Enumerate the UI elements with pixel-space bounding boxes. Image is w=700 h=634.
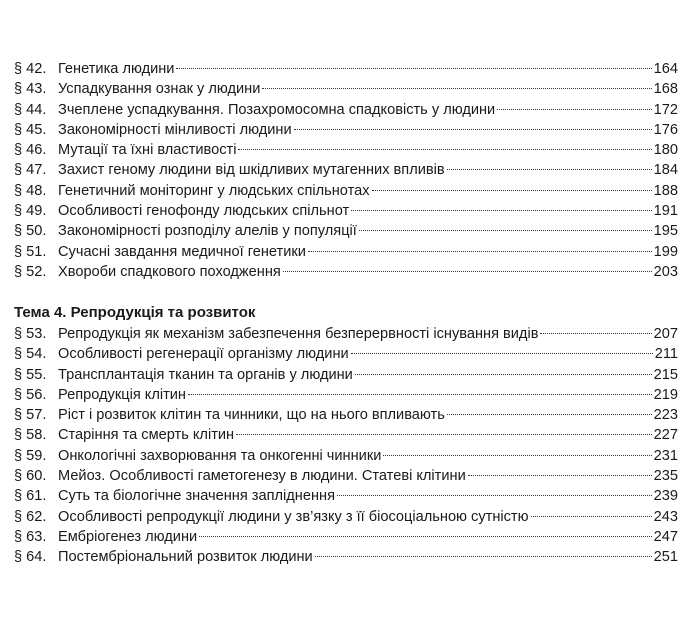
toc-dot-leader bbox=[199, 536, 651, 537]
toc-entry-page: 215 bbox=[653, 366, 678, 383]
toc-entry-title: Суть та біологічне значення запліднення bbox=[58, 488, 335, 505]
toc-list-part1 bbox=[14, 59, 678, 282]
toc-entry-number: § 54. bbox=[14, 346, 47, 363]
toc-entry-number: § 51. bbox=[14, 243, 47, 260]
toc-entry-title: Репродукція як механізм забезпечення безперервності існування видів bbox=[58, 326, 539, 342]
toc-entry bbox=[14, 527, 678, 547]
toc-entry bbox=[14, 100, 678, 120]
toc-dot-leader bbox=[236, 434, 652, 435]
toc-entry-number: § 42. bbox=[14, 61, 47, 77]
toc-entry-title: Закономірності розподілу алелів у популяції bbox=[58, 223, 357, 240]
toc-dot-leader bbox=[447, 169, 652, 170]
toc-entry-number: § 53. bbox=[14, 326, 47, 342]
toc-dot-leader bbox=[351, 353, 653, 354]
toc-dot-leader bbox=[337, 495, 652, 496]
toc-dot-leader bbox=[188, 394, 652, 395]
toc-entry-number: § 43. bbox=[14, 81, 47, 98]
toc-entry-title: Особливості репродукції людини у зв’язку з її біосоціальною сутністю bbox=[58, 508, 529, 525]
toc-entry-page: 247 bbox=[653, 528, 678, 545]
toc-entry bbox=[14, 425, 678, 445]
toc-entry-number: § 56. bbox=[14, 386, 47, 403]
toc-dot-leader bbox=[262, 88, 651, 89]
toc-entry bbox=[14, 160, 678, 180]
toc-entry-title: Репродукція клітин bbox=[58, 386, 186, 403]
toc-entry bbox=[14, 221, 678, 241]
toc-entry-title: Зчеплене успадкування. Позахромосомна спадковість у людини bbox=[58, 101, 496, 118]
toc-entry-page: 191 bbox=[653, 203, 678, 220]
toc-entry-page: 211 bbox=[654, 346, 678, 363]
toc-entry bbox=[14, 405, 678, 425]
toc-entry bbox=[14, 140, 678, 160]
toc-entry bbox=[14, 344, 678, 364]
toc-entry-title: Генетика людини bbox=[58, 61, 175, 77]
toc-entry-page: 207 bbox=[653, 326, 678, 342]
toc-entry-page: 188 bbox=[653, 182, 678, 199]
toc-entry-number: § 44. bbox=[14, 101, 47, 118]
toc-entry-title: Мейоз. Особливості гаметогенезу в людини. Статеві клітини bbox=[58, 468, 466, 485]
toc-entry-title: Особливості регенерації організму людини bbox=[58, 346, 349, 363]
toc-entry-page: 243 bbox=[653, 508, 678, 525]
toc-rows bbox=[14, 324, 678, 568]
toc-list-part2 bbox=[14, 302, 678, 568]
toc-entry-page: 168 bbox=[653, 81, 678, 98]
toc-entry-title: Мутації та їхні властивості bbox=[58, 142, 237, 159]
toc-entry bbox=[14, 120, 678, 140]
toc-entry bbox=[14, 385, 678, 405]
toc-entry-page: 195 bbox=[653, 223, 678, 240]
toc-entry-title: Старіння та смерть клітин bbox=[58, 427, 235, 444]
toc-entry-page: 235 bbox=[653, 468, 678, 485]
toc-entry-page: 176 bbox=[653, 121, 678, 138]
toc-entry-title: Трансплантація тканин та органів у людини bbox=[58, 366, 353, 383]
toc-entry bbox=[14, 59, 678, 79]
toc-dot-leader bbox=[531, 516, 652, 517]
toc-entry-number: § 50. bbox=[14, 223, 47, 240]
toc-entry-title: Особливості генофонду людських спільнот bbox=[58, 203, 350, 220]
toc-entry-number: § 63. bbox=[14, 528, 47, 545]
toc-dot-leader bbox=[351, 210, 651, 211]
toc-entry-page: 184 bbox=[653, 162, 678, 179]
toc-entry-page: 251 bbox=[653, 549, 678, 566]
toc-entry-number: § 48. bbox=[14, 182, 47, 199]
toc-entry bbox=[14, 242, 678, 262]
toc-entry-number: § 58. bbox=[14, 427, 47, 444]
toc-dot-leader bbox=[176, 68, 651, 69]
toc-dot-leader bbox=[359, 230, 652, 231]
toc-entry-title: Постембріональний розвиток людини bbox=[58, 549, 313, 566]
toc-entry bbox=[14, 181, 678, 201]
toc-entry-title: Успадкування ознак у людини bbox=[58, 81, 261, 98]
toc-entry-page: 239 bbox=[653, 488, 678, 505]
toc-entry bbox=[14, 486, 678, 506]
toc-entry-number: § 45. bbox=[14, 121, 47, 138]
toc-dot-leader bbox=[497, 109, 651, 110]
toc-entry-title: Ембріогенез людини bbox=[58, 528, 198, 545]
toc-entry-title: Ріст і розвиток клітин та чинники, що на нього впливають bbox=[58, 407, 445, 424]
toc-entry-number: § 57. bbox=[14, 407, 47, 424]
toc-entry-title: Сучасні завдання медичної генетики bbox=[58, 243, 306, 260]
toc-entry-number: § 46. bbox=[14, 142, 47, 159]
toc-dot-leader bbox=[383, 455, 651, 456]
toc-dot-leader bbox=[540, 333, 651, 334]
toc-entry-page: 231 bbox=[653, 447, 678, 464]
toc-entry-page: 203 bbox=[653, 263, 678, 280]
toc-entry-page: 164 bbox=[653, 61, 678, 77]
toc-dot-leader bbox=[355, 374, 652, 375]
toc-entry-number: § 47. bbox=[14, 162, 47, 179]
section-heading: Тема 4. Репродукція та розвиток bbox=[14, 304, 256, 321]
toc-entry bbox=[14, 466, 678, 486]
toc-entry-page: 199 bbox=[653, 243, 678, 260]
toc-entry bbox=[14, 507, 678, 527]
toc-entry bbox=[14, 201, 678, 221]
toc-entry-page: 227 bbox=[653, 427, 678, 444]
toc-entry bbox=[14, 324, 678, 344]
toc-entry-number: § 49. bbox=[14, 203, 47, 220]
toc-entry-title: Захист геному людини від шкідливих мутагенних впливів bbox=[58, 162, 445, 179]
toc-dot-leader bbox=[294, 129, 652, 130]
toc-entry bbox=[14, 365, 678, 385]
toc-dot-leader bbox=[447, 414, 652, 415]
toc-dot-leader bbox=[372, 190, 652, 191]
toc-entry bbox=[14, 446, 678, 466]
toc-entry bbox=[14, 79, 678, 99]
toc-entry-number: § 61. bbox=[14, 488, 47, 505]
toc-entry-title: Генетичний моніторинг у людських спільнотах bbox=[58, 182, 370, 199]
toc-entry-title: Закономірності мінливості людини bbox=[58, 121, 292, 138]
toc-entry-number: § 52. bbox=[14, 263, 47, 280]
toc-dot-leader bbox=[468, 475, 652, 476]
toc-entry-title: Онкологічні захворювання та онкогенні чинники bbox=[58, 447, 382, 464]
toc-entry-number: § 55. bbox=[14, 366, 47, 383]
toc-entry-page: 223 bbox=[653, 407, 678, 424]
toc-entry-page: 172 bbox=[653, 101, 678, 118]
toc-entry-title: Хвороби спадкового походження bbox=[58, 263, 281, 280]
toc-dot-leader bbox=[315, 556, 652, 557]
toc-entry bbox=[14, 262, 678, 282]
toc-entry-page: 219 bbox=[653, 386, 678, 403]
toc-dot-leader bbox=[283, 271, 652, 272]
toc-dot-leader bbox=[238, 149, 651, 150]
toc-entry-number: § 59. bbox=[14, 447, 47, 464]
toc-dot-leader bbox=[308, 251, 652, 252]
toc-entry-number: § 62. bbox=[14, 508, 47, 525]
toc-entry-page: 180 bbox=[653, 142, 678, 159]
toc-entry bbox=[14, 547, 678, 567]
toc-entry-number: § 64. bbox=[14, 549, 47, 566]
toc-entry-number: § 60. bbox=[14, 468, 47, 485]
